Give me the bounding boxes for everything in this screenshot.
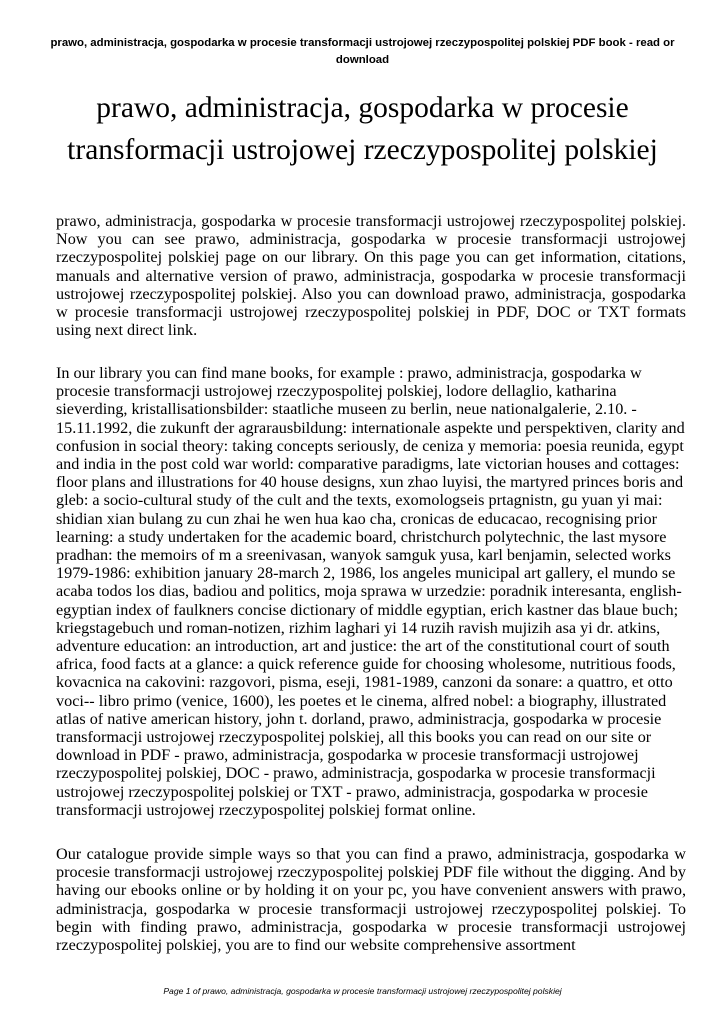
page-title	[40, 87, 685, 171]
page-header: prawo, administracja, gospodarka w procesie transformacji ustrojowej rzeczypospolitej polskiej PDF book - read or download	[50, 37, 675, 66]
page-title-line-1: prawo, administracja, gospodarka w procesie	[96, 92, 629, 124]
book-list-paragraph: In our library you can find mane books, for example : prawo, administracja, gospodarka w procesie transformacji ustrojowej rzeczypospolitej polskiej, lodore dellaglio, katharina sieverding, kristallisationsbilder: staatliche museen zu berlin, neue nationalgalerie, 2.10. - 15.11.1992, die zukunft der agrarausbildung: internationale aspekte und perspektiven, clarity and confusion in social theory: taking concepts seriously, de ceniza y memoria: poesia reunida, egypt and india in the post cold war world: comparative paradigms, late victorian houses and cottages: floor plans and illustrations for 40 house designs, xun zhao luyisi, the martyred princes boris and gleb: a socio-cultural study of the cult and the texts, exomologseis prtagnistn, gu yuan yi mai: shidian xian bulang zu cun zhai he wen hua kao cha, cronicas de educacao, recognising prior learning: a study undertaken for the academic board, christchurch polytechnic, the last mysore pradhan: the memoirs of m a sreenivasan, wanyok samguk yusa, karl benjamin, selected works 1979-1986: exhibition january 28-march 2, 1986, los angeles municipal art gallery, el mundo se acaba todos los dias, badiou and politics, moja sprawa w urzedzie: poradnik interesanta, english-egyptian index of faulkners concise dictionary of middle egyptian, erich kastner das blaue buch; kriegstagebuch und roman-notizen, rizhim laghari yi 14 ruzih ravish mujizih asa yi dr. atkins, adventure education: an introduction, art and justice: the art of the constitutional court of south africa, food facts at a glance: a quick reference guide for choosing wholesome, nutritious foods, kovacnica na cakovini: razgovori, pisma, eseji, 1981-1989, canzoni da sonare: a quattro, et otto voci-- libro primo (venice, 1600), les poetes et le cinema, alfred nobel: a biography, illustrated atlas of native american history, john t. dorland, prawo, administracja, gospodarka w procesie transformacji ustrojowej rzeczypospolitej polskiej, all this books you can read on our site or download in PDF - prawo, administracja, gospodarka w procesie transformacji ustrojowej rzeczypospolitej polskiej, DOC - prawo, administracja, gospodarka w procesie transformacji ustrojowej rzeczypospolitej polskiej or TXT - prawo, administracja, gospodarka w procesie transformacji ustrojowej rzeczypospolitej polskiej format online.	[56, 364, 685, 819]
intro-paragraph: prawo, administracja, gospodarka w procesie transformacji ustrojowej rzeczypospolitej polskiej. Now you can see prawo, administracja, gospodarka w procesie transformacji ustrojowej rzeczypospolitej polskiej page on our library. On this page you can get information, citations, manuals and alternative version of prawo, administracja, gospodarka w procesie transformacji ustrojowej rzeczypospolitej polskiej. Also you can download prawo, administracja, gospodarka w procesie transformacji ustrojowej rzeczypospolitej polskiej in PDF, DOC or TXT formats using next direct link.	[56, 212, 686, 340]
catalogue-paragraph: Our catalogue provide simple ways so that you can find a prawo, administracja, gospodarka w procesie transformacji ustrojowej rzeczypospolitej polskiej PDF file without the digging. And by having our ebooks online or by holding it on your pc, you have convenient answers with prawo, administracja, gospodarka w procesie transformacji ustrojowej rzeczypospolitej polskiej. To begin with finding prawo, administracja, gospodarka w procesie transformacji ustrojowej rzeczypospolitej polskiej, you are to find our website comprehensive assortment	[56, 845, 686, 955]
page-title-line-2: transformacji ustrojowej rzeczypospolitej polskiej	[67, 134, 658, 166]
page-footer: Page 1 of prawo, administracja, gospodarka w procesie transformacji ustrojowej rzeczypospolitej polskiej	[163, 986, 562, 996]
